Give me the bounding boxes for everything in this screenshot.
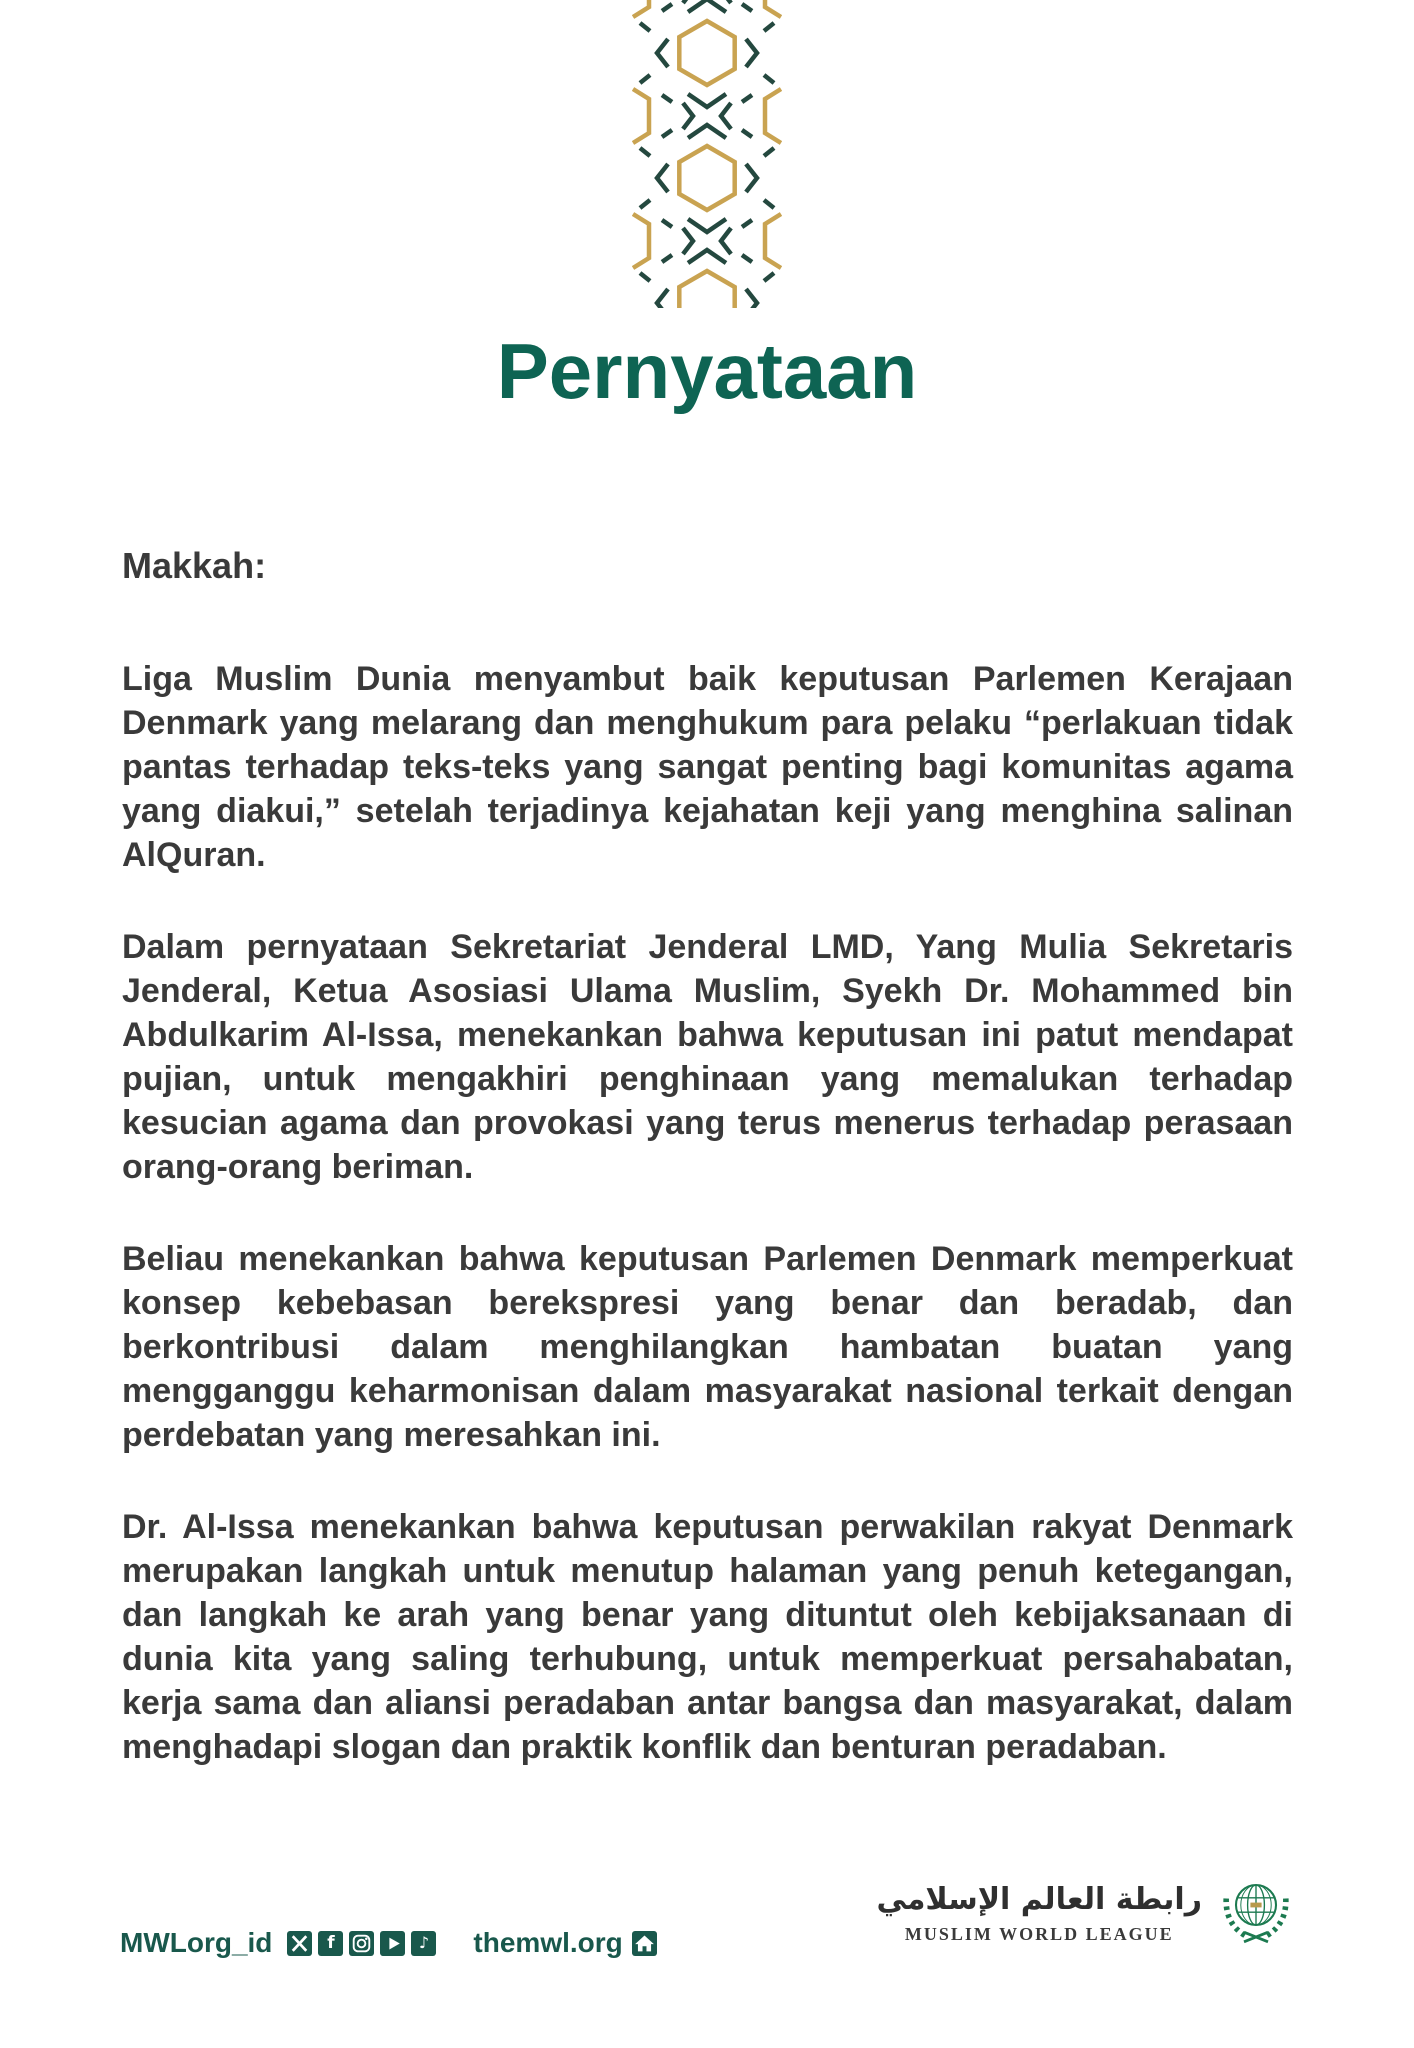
instagram-icon bbox=[349, 1931, 374, 1956]
facebook-icon: f bbox=[318, 1931, 343, 1956]
dateline: Makkah: bbox=[122, 545, 267, 586]
social-icon-row bbox=[287, 1931, 436, 1956]
social-handle: MWLorg_id bbox=[120, 1927, 273, 1958]
website-url: themwl.org bbox=[473, 1927, 623, 1958]
x-icon bbox=[287, 1931, 312, 1956]
islamic-geometric-pattern bbox=[632, 0, 782, 308]
footer-social-bar bbox=[120, 1928, 657, 1958]
page-title: Pernyataan bbox=[496, 327, 918, 415]
mwl-arabic-calligraphy: رابطة العالم الإسلامي bbox=[876, 1881, 1202, 1917]
body-paragraph: Dr. Al-Issa menekankan bahwa keputusan perwakilan rakyat Denmark merupakan langkah untuk menutup halaman yang penuh ketegangan, dan langkah ke arah yang benar yang dituntut oleh kebijaksanaan di dunia kita yang saling terhubung, untuk memperkuat persahabatan, kerja sama dan aliansi peradaban antar bangsa dan masyarakat, dalam menghadapi slogan dan praktik konflik dan benturan peradaban. bbox=[122, 1508, 1293, 1766]
tiktok-icon: ♪ bbox=[411, 1931, 436, 1956]
youtube-icon bbox=[380, 1931, 405, 1956]
body-paragraph: Dalam pernyataan Sekretariat Jenderal LMD, Yang Mulia Sekretaris Jenderal, Ketua Asosiasi Ulama Muslim, Syekh Dr. Mohammed bin Abdulkarim Al-Issa, menekankan bahwa keputusan ini patut mendapat pujian, untuk mengakhiri penghinaan yang memalukan terhadap kesucian agama dan provokasi yang terus menerus terhadap perasaan orang-orang beriman. bbox=[122, 928, 1293, 1186]
statement-body bbox=[122, 545, 1293, 1817]
body-paragraph: Liga Muslim Dunia menyambut baik keputusan Parlemen Kerajaan Denmark yang melarang dan menghukum para pelaku “perlakuan tidak pantas terhadap teks-teks yang sangat penting bagi komunitas agama yang diakui,” setelah terjadinya kejahatan keji yang menghina salinan AlQuran. bbox=[122, 660, 1293, 874]
body-paragraph: Beliau menekankan bahwa keputusan Parlemen Denmark memperkuat konsep kebebasan berekspresi yang benar dan beradab, dan berkontribusi dalam menghilangkan hambatan buatan yang mengganggu keharmonisan dalam masyarakat nasional terkait dengan perdebatan yang meresahkan ini. bbox=[122, 1240, 1293, 1454]
mwl-logo bbox=[877, 1874, 1297, 1952]
mwl-logo-names bbox=[877, 1882, 1203, 1945]
home-icon bbox=[632, 1931, 657, 1956]
mwl-emblem bbox=[1216, 1874, 1296, 1952]
mwl-english-name: MUSLIM WORLD LEAGUE bbox=[904, 1923, 1174, 1944]
